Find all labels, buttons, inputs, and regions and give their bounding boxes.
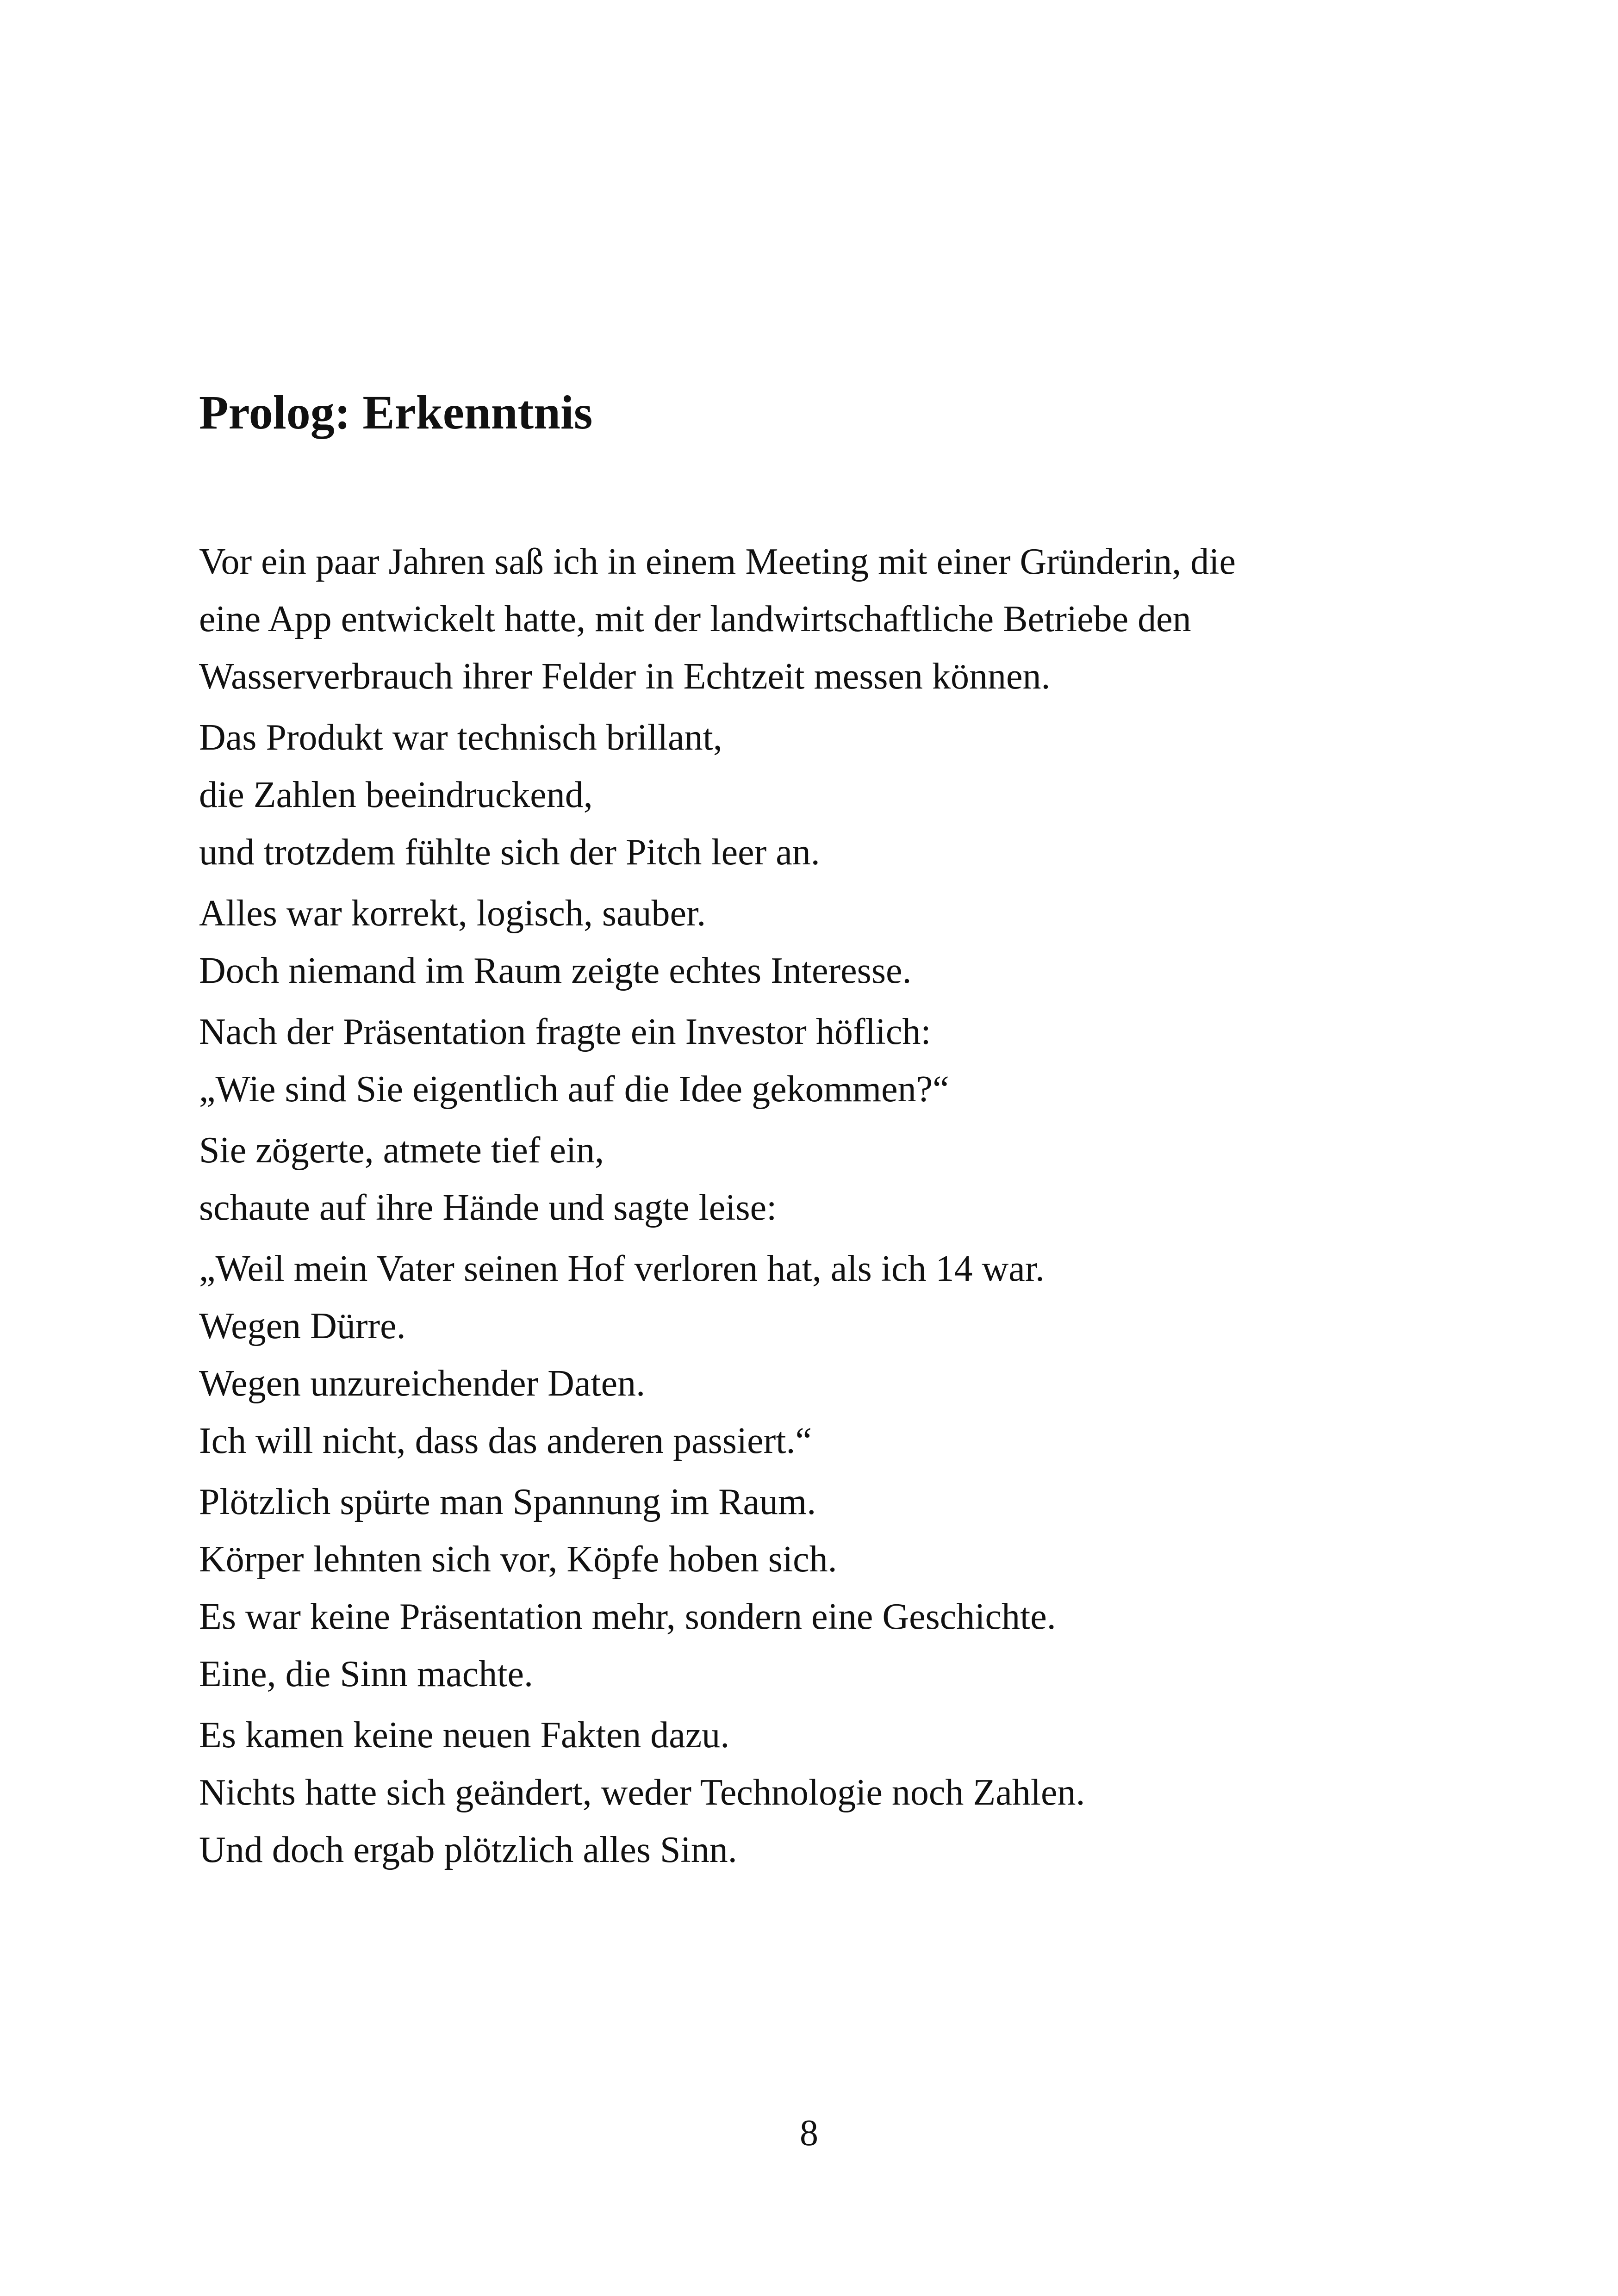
paragraph: [199, 1122, 1449, 1236]
text-line: Plötzlich spürte man Spannung im Raum.: [199, 1482, 816, 1522]
text-line: Vor ein paar Jahren saß ich in einem Meeting mit einer Gründerin, die: [199, 541, 1236, 582]
paragraph: [199, 1240, 1449, 1470]
paragraph: [199, 885, 1449, 999]
text-line: Wasserverbrauch ihrer Felder in Echtzeit messen können.: [199, 656, 1051, 697]
paragraph: [199, 709, 1449, 881]
text-line: „Wie sind Sie eigentlich auf die Idee gekommen?“: [199, 1069, 949, 1110]
page-number: 8: [800, 2113, 818, 2153]
text-line: eine App entwickelt hatte, mit der landwirtschaftliche Betriebe den: [199, 599, 1191, 639]
text-line: Ich will nicht, dass das anderen passiert.“: [199, 1421, 812, 1461]
chapter-title: Prolog: Erkenntnis: [199, 386, 593, 439]
paragraph: [199, 1003, 1449, 1118]
text-line: schaute auf ihre Hände und sagte leise:: [199, 1187, 777, 1228]
text-line: Sie zögerte, atmete tief ein,: [199, 1130, 604, 1171]
paragraph: [199, 1706, 1449, 1879]
paragraph: [199, 1473, 1449, 1703]
text-line: Eine, die Sinn machte.: [199, 1654, 534, 1694]
text-line: und trotzdem fühlte sich der Pitch leer an.: [199, 832, 820, 873]
text-line: Wegen Dürre.: [199, 1306, 406, 1347]
text-line: „Weil mein Vater seinen Hof verloren hat, als ich 14 war.: [199, 1248, 1045, 1289]
text-line: Nichts hatte sich geändert, weder Technologie noch Zahlen.: [199, 1772, 1085, 1813]
text-line: Nach der Präsentation fragte ein Investor höflich:: [199, 1011, 931, 1052]
text-line: Es war keine Präsentation mehr, sondern eine Geschichte.: [199, 1596, 1056, 1637]
text-line: Alles war korrekt, logisch, sauber.: [199, 893, 706, 934]
text-line: Körper lehnten sich vor, Köpfe hoben sich.: [199, 1539, 837, 1580]
text-line: Und doch ergab plötzlich alles Sinn.: [199, 1830, 737, 1870]
text-line: Wegen unzureichender Daten.: [199, 1363, 646, 1404]
body-text: [199, 533, 1449, 1882]
text-line: Das Produkt war technisch brillant,: [199, 717, 722, 758]
paragraph: [199, 533, 1449, 705]
text-line: Doch niemand im Raum zeigte echtes Interesse.: [199, 950, 912, 991]
text-line: die Zahlen beeindruckend,: [199, 775, 593, 815]
text-line: Es kamen keine neuen Fakten dazu.: [199, 1715, 730, 1756]
